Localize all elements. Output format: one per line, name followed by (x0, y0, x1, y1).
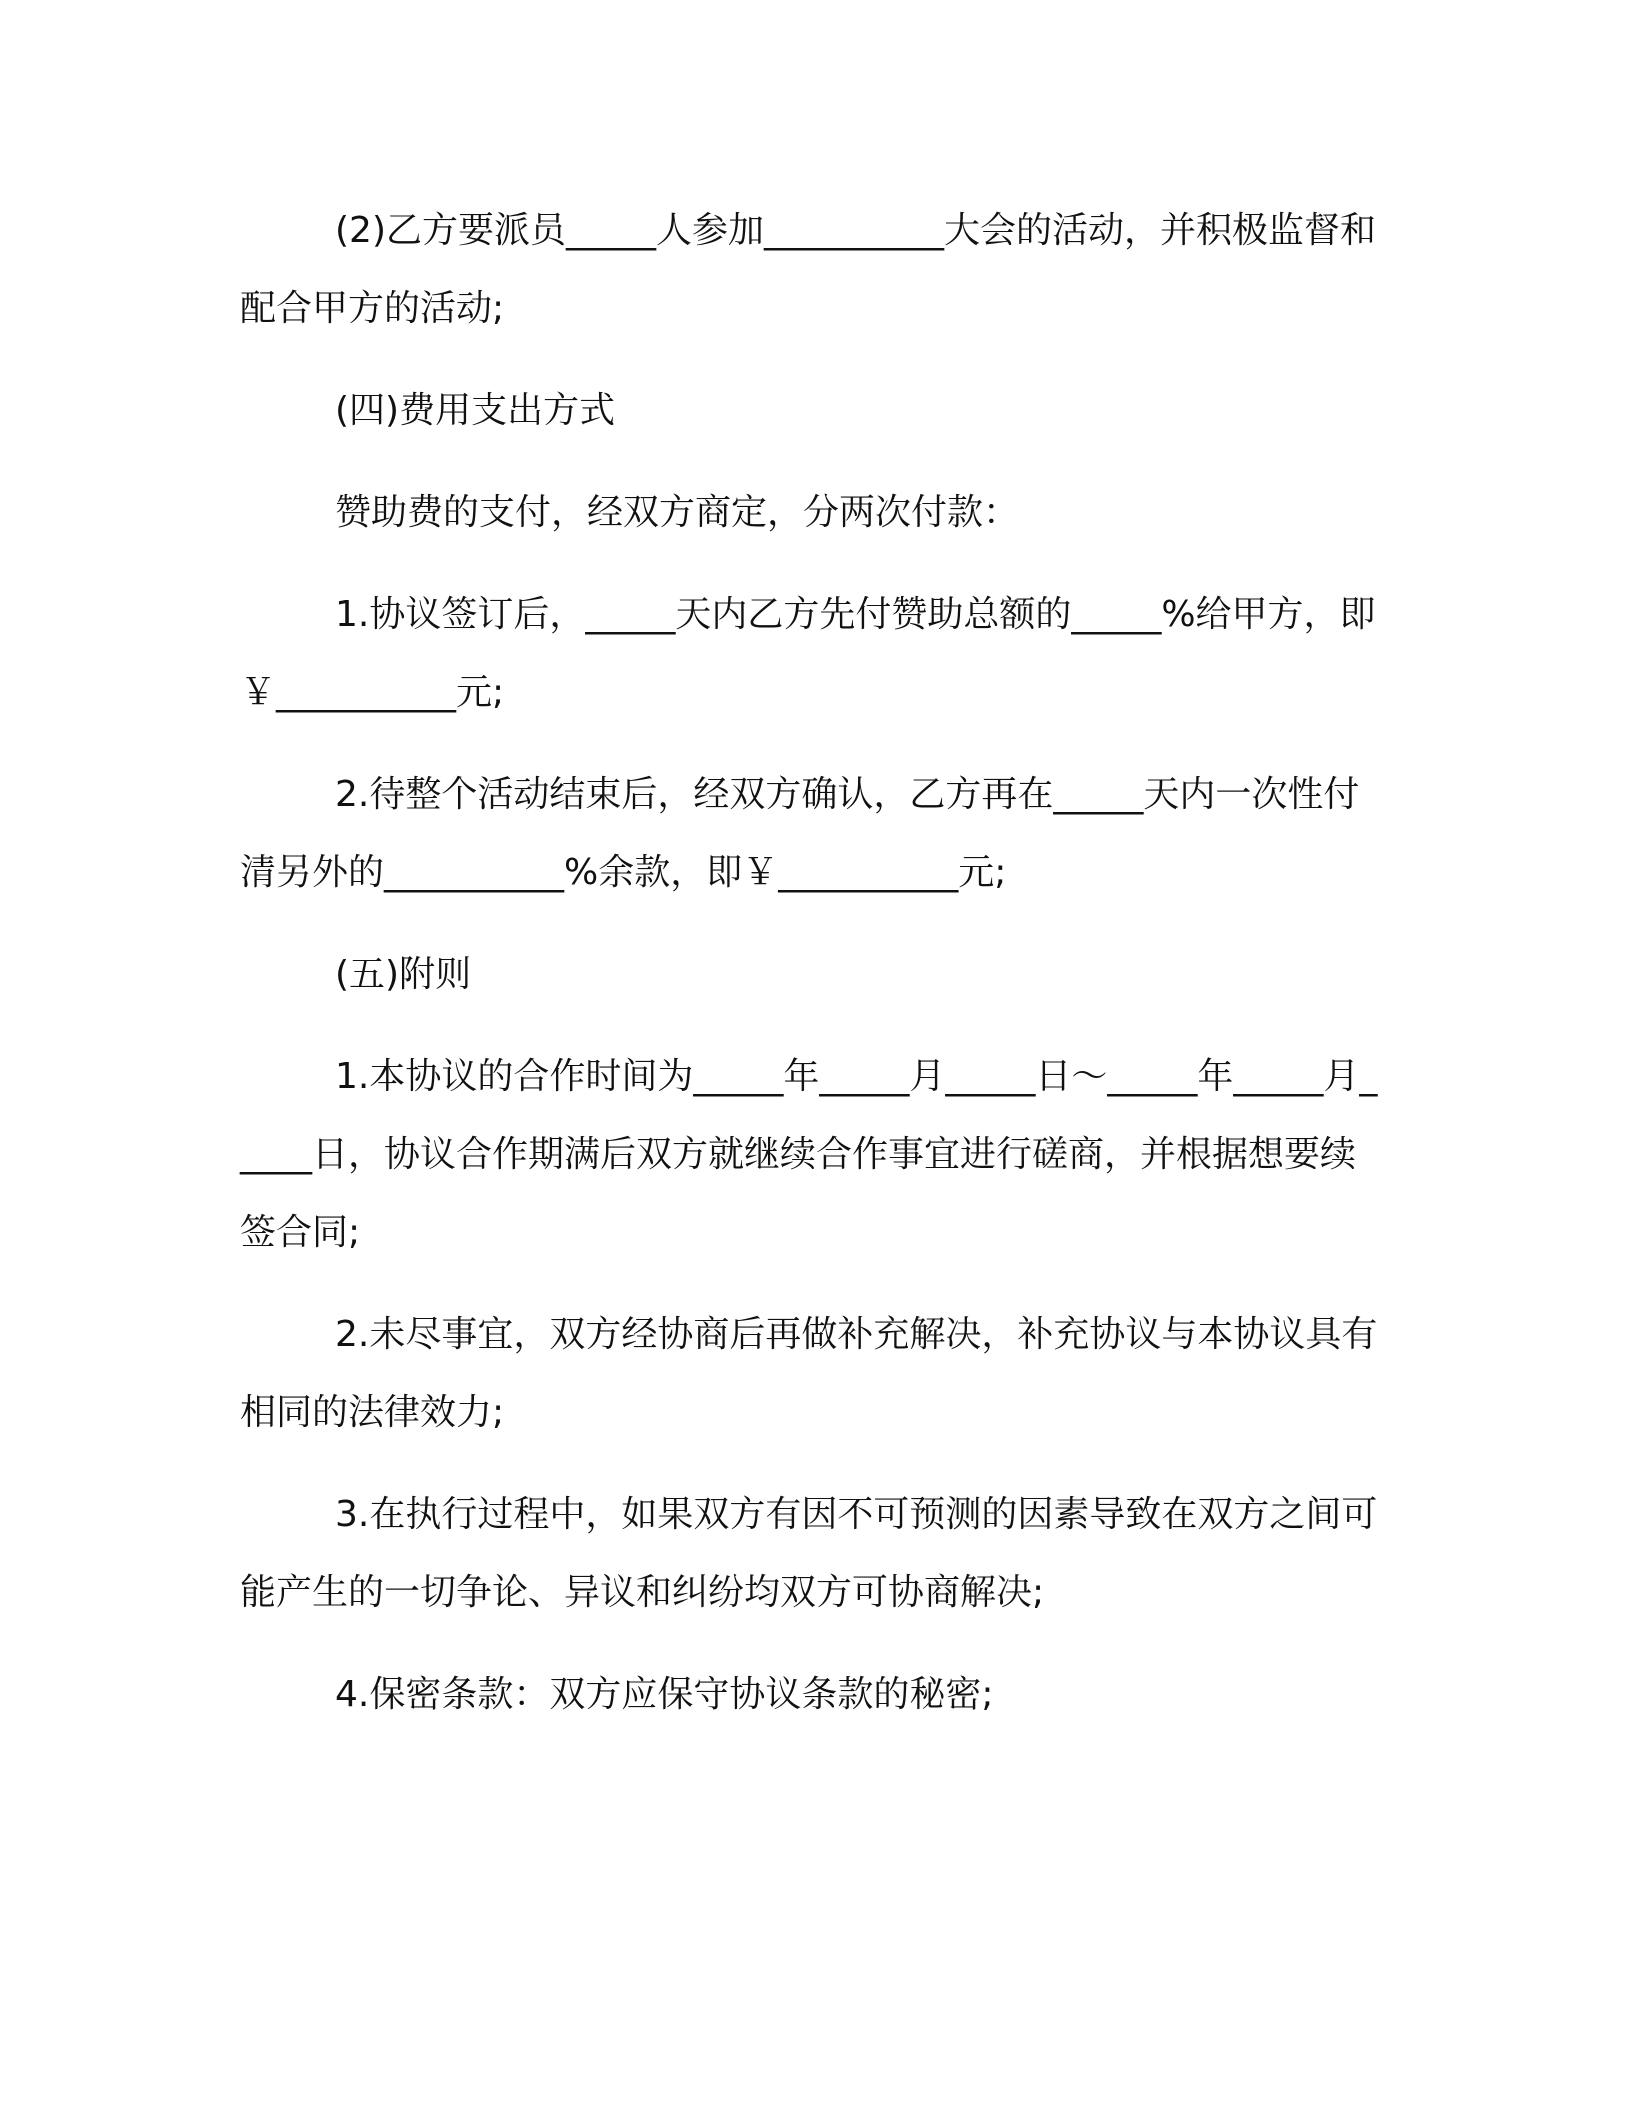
heading-payment-method: (四)费用支出方式 (335, 390, 616, 431)
paragraph-first-payment: 1.协议签订后，_____天内乙方先付赞助总额的_____%给甲方，即￥__________元; (240, 594, 1376, 713)
paragraph-dispute-resolution: 3.在执行过程中，如果双方有因不可预测的因素导致在双方之间可能产生的一切争论、异议和纠纷均双方可协商解决; (240, 1494, 1378, 1613)
paragraph-second-payment: 2.待整个活动结束后，经双方确认，乙方再在_____天内一次性付清另外的__________%余款，即￥__________元; (240, 774, 1360, 893)
paragraph-unresolved-matters: 2.未尽事宜，双方经协商后再做补充解决，补充协议与本协议具有相同的法律效力; (240, 1314, 1378, 1433)
paragraph-confidentiality: 4.保密条款：双方应保守协议条款的秘密; (335, 1674, 994, 1715)
paragraph-payment-intro: 赞助费的支付，经双方商定，分两次付款： (335, 492, 1020, 533)
document-body (240, 192, 1380, 1758)
paragraph-cooperation-period: 1.本协议的合作时间为_____年_____月_____日～_____年_____月_____日，协议合作期满后双方就继续合作事宜进行磋商，并根据想要续签合同; (240, 1056, 1378, 1253)
paragraph-staff-participation: (2)乙方要派员_____人参加__________大会的活动，并积极监督和配合甲方的活动; (240, 210, 1376, 329)
heading-supplementary-provisions: (五)附则 (335, 954, 472, 995)
